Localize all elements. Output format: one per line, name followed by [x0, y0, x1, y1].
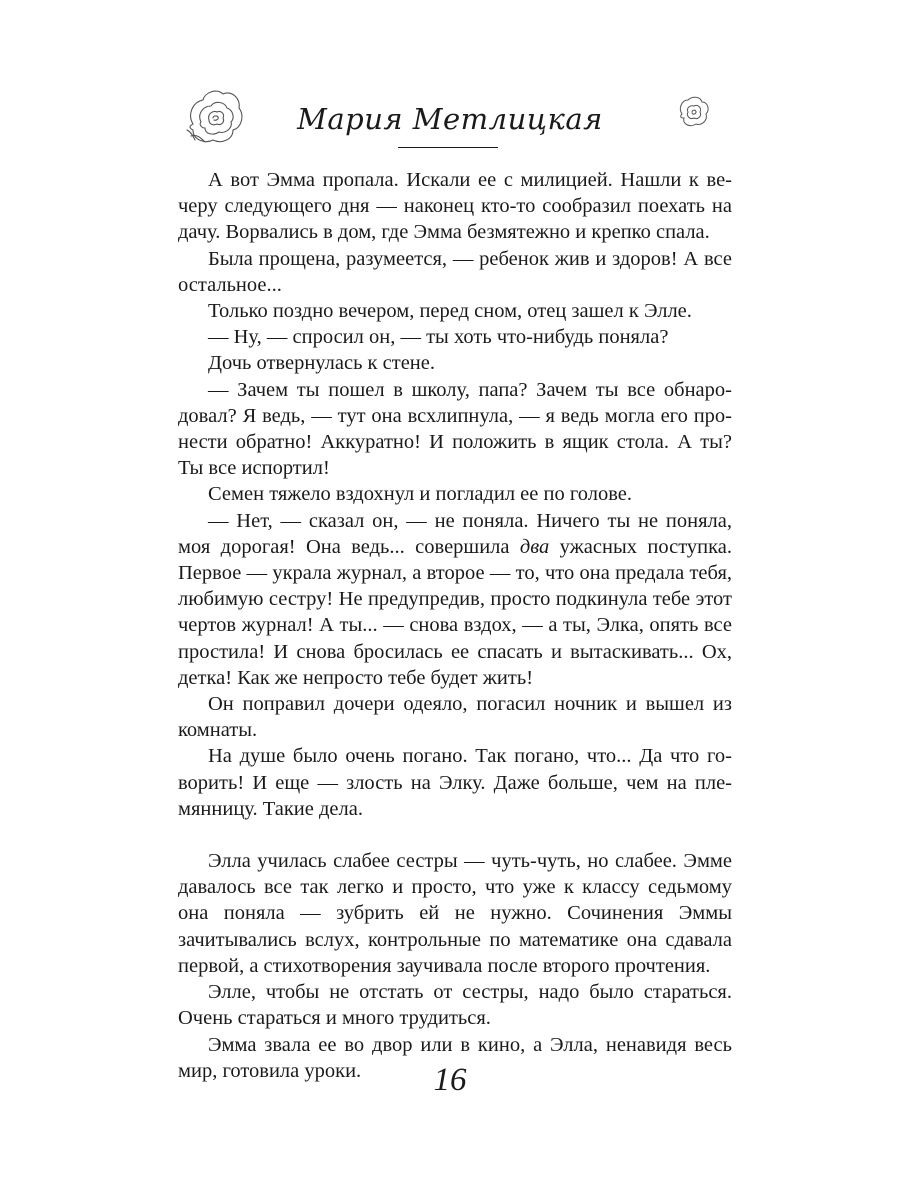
body-text: [178, 167, 732, 1084]
paragraph: Элла училась слабее сестры — чуть-чуть, но слабее. Эмме давалось все так легко и просто, что уже к классу седьмому она поняла — зубрить ей не нужно. Сочинения Эммы зачитывались вслух, контрольные по математике она сдавала первой, а стихотворения заучивала после второго прочтения.: [178, 850, 732, 977]
paragraph: Он поправил дочери одеяло, погасил ночник и вышел из комнаты.: [178, 693, 732, 742]
paragraph: Дочь отвернулась к стене.: [208, 352, 435, 375]
paragraph-text: — Нет, — сказал он, — не поняла. Ничего ты не поняла, моя дорогая! Она ведь... совершила: [178, 509, 732, 558]
page-number: 16: [433, 1062, 467, 1098]
paragraph: Только поздно вечером, перед сном, отец зашел к Элле.: [208, 300, 692, 323]
rose-icon: [676, 94, 712, 130]
header-rule: [398, 147, 498, 148]
section-break: [178, 822, 732, 848]
running-header: [0, 80, 900, 160]
paragraph: Семен тяжело вздохнул и погладил ее по голове.: [208, 483, 632, 506]
paragraph: — Ну, — спросил он, — ты хоть что-нибудь поняла?: [208, 326, 669, 349]
paragraph: Эмма звала ее во двор или в кино, а Элла, ненавидя весь мир, готовила уроки.: [178, 1033, 732, 1082]
paragraph-text: ужасных поступка. Первое — украла журнал, а второе — то, что она предала тебя, любимую сестру! Не предупредив, просто подкинула тебе этот чертов журнал! А ты... — снова вздох, — а ты, Элка, опять все простила! И снова бросилась ее спасать и вытаскивать... Ох, детка! Как же непросто тебе будет жить!: [178, 535, 732, 689]
paragraph: — Зачем ты пошел в школу, папа? Зачем ты все обнародовал? Я ведь, — тут она всхлипнула, — я ведь могла его пронести обратно! Аккуратно! И положить в ящик стола. А ты? Ты все испортил!: [178, 378, 732, 480]
paragraph: Была прощена, разумеется, — ребенок жив и здоров! А все остальное...: [178, 247, 732, 296]
emphasized-word: два: [519, 535, 550, 558]
paragraph: На душе было очень погано. Так погано, что... Да что говорить! И еще — злость на Элку. Даже больше, чем на племянницу. Такие дела.: [178, 745, 732, 820]
paragraph: [178, 508, 732, 691]
paragraph: А вот Эмма пропала. Искали ее с милицией. Нашли к вечеру следующего дня — наконец кто-то сообразил поехать на дачу. Ворвались в дом, где Эмма безмятежно и крепко спала.: [178, 169, 732, 244]
paragraph: Элле, чтобы не отстать от сестры, надо было стараться. Очень стараться и много трудиться.: [178, 981, 732, 1030]
author-name: Мария Метлицкая: [297, 102, 603, 136]
